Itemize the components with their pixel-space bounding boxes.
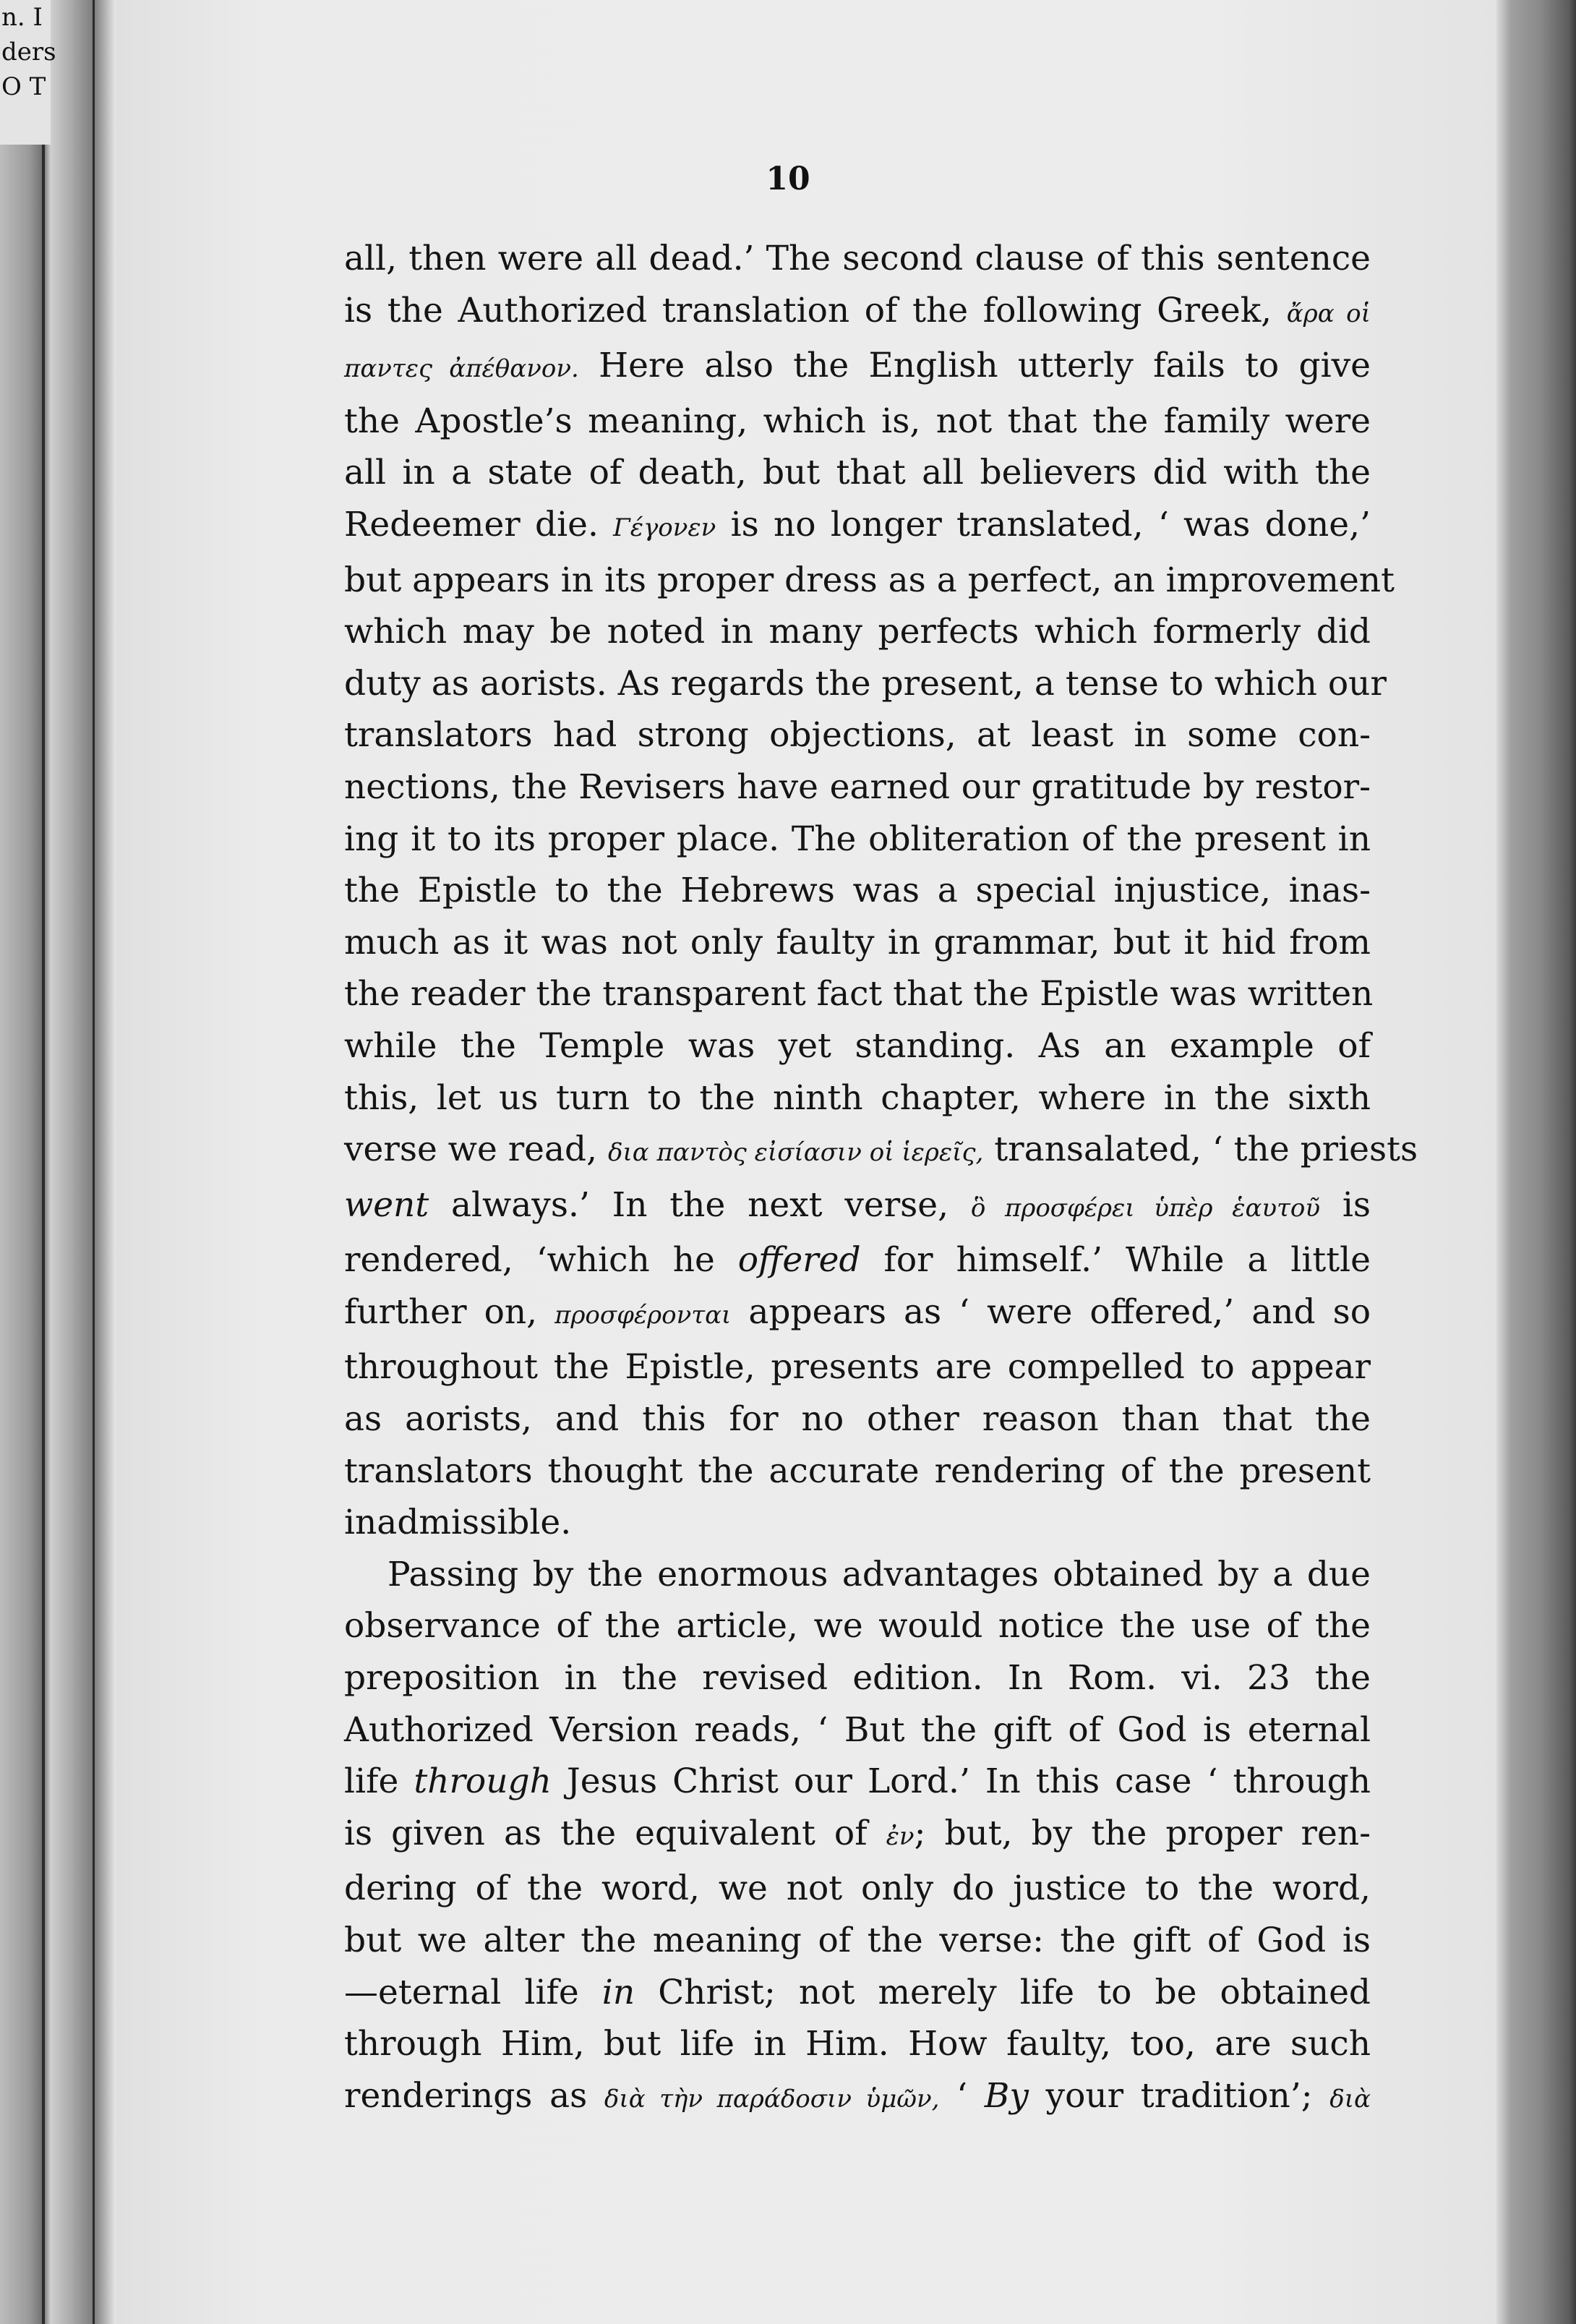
greek-phrase: ἐν <box>886 1821 915 1851</box>
text-line <box>344 396 1371 448</box>
greek-phrase: δια παντὸς εἰσίασιν οἱ ἱερεῖς, <box>607 1138 984 1168</box>
text-line <box>344 1124 1418 1179</box>
text-line <box>344 1808 1371 1863</box>
greek-phrase: παντες ἀπέθανον. <box>344 354 579 384</box>
text-line <box>344 499 1371 555</box>
text-line <box>344 917 1371 969</box>
text-line <box>344 709 1371 761</box>
text-line <box>344 865 1371 917</box>
text-line <box>344 555 1395 607</box>
text-run: Christ; not merely life to be obtained <box>635 1972 1371 2012</box>
text-run: your tradition’; <box>1028 2075 1330 2116</box>
text-line <box>344 1445 1371 1498</box>
fragment-line: O T <box>1 72 46 101</box>
spine-edge-line <box>42 0 45 2324</box>
text-run: observance of the article, we would notice the use of the <box>344 1606 1371 1646</box>
text-run: verse we read, <box>344 1129 608 1170</box>
text-run: inadmissible. <box>344 1503 572 1543</box>
text-run: always.’ In the next verse, <box>429 1184 971 1225</box>
italic-word: By <box>984 2075 1029 2116</box>
text-run: all, then were all dead.’ The second clause of this sentence <box>344 239 1371 278</box>
text-run: is the Authorized translation of the following Greek, <box>344 290 1287 330</box>
greek-phrase: Γέγονεν <box>613 513 716 542</box>
text-run: nections, the Revisers have earned our gratitude by restor- <box>344 766 1371 807</box>
text-line <box>344 285 1371 341</box>
text-run: translators had strong objections, at least in some con- <box>344 715 1371 756</box>
fragment-line: n. I <box>1 3 43 32</box>
text-line <box>344 1756 1371 1808</box>
italic-word: through <box>414 1761 552 1802</box>
text-run: throughout the Epistle, presents are compelled to appear <box>344 1347 1371 1388</box>
text-line <box>344 606 1371 658</box>
page-number: 10 <box>766 161 810 197</box>
greek-phrase: ὃ προσφέρει ὑπὲρ ἑαυτοῦ <box>970 1193 1321 1223</box>
text-run: life <box>344 1761 414 1802</box>
greek-phrase: προσφέρονται <box>554 1300 732 1330</box>
text-run: the Apostle’s meaning, which is, not that the family were <box>344 401 1371 441</box>
text-run: is no longer translated, ‘ was done,’ <box>716 504 1371 544</box>
text-run: ing it to its proper place. The obliteration of the present in <box>344 819 1371 859</box>
fragment-line: ders <box>1 38 56 67</box>
text-line <box>344 1600 1371 1652</box>
text-run: but appears in its proper dress as a perfect, an improvement <box>344 560 1395 600</box>
text-line <box>344 340 1371 396</box>
text-run: duty as aorists. As regards the present, a tense to which our <box>344 663 1387 704</box>
text-run: ; but, by the proper ren- <box>914 1813 1371 1853</box>
text-line <box>344 1863 1371 1915</box>
text-run: Passing by the enormous advantages obtained by a due <box>387 1554 1371 1594</box>
spine-edge-line <box>93 0 95 2324</box>
text-line <box>344 1286 1371 1342</box>
text-run: ‘ <box>939 2075 985 2116</box>
text-run: but we alter the meaning of the verse: the gift of God is <box>344 1921 1371 1960</box>
text-line <box>344 1341 1371 1393</box>
italic-word: went <box>344 1184 429 1225</box>
italic-word: offered <box>737 1240 861 1281</box>
text-line <box>344 1072 1371 1124</box>
text-run: Jesus Christ our Lord.’ In this case ‘ through <box>551 1761 1371 1802</box>
text-run: appears as ‘ were offered,’ and so <box>731 1291 1371 1332</box>
text-run: is given as the equivalent of <box>344 1813 886 1853</box>
paragraph <box>344 1549 1371 2126</box>
text-line <box>344 968 1374 1020</box>
text-run: which may be noted in many perfects which formerly did <box>344 612 1371 652</box>
text-line <box>344 1915 1371 1967</box>
text-line <box>344 1234 1371 1286</box>
text-run: is <box>1320 1184 1371 1225</box>
text-run: —eternal life <box>344 1972 602 2012</box>
text-line <box>344 233 1371 285</box>
greek-phrase: ἄρα οἱ <box>1286 299 1371 328</box>
text-line <box>344 658 1387 710</box>
text-run: much as it was not only faulty in grammar, but it hid from <box>344 922 1371 962</box>
text-run: rendered, ‘which he <box>344 1240 738 1281</box>
text-run: this, let us turn to the ninth chapter, where in the sixth <box>344 1077 1371 1118</box>
text-line <box>344 1497 1371 1549</box>
text-run: further on, <box>344 1291 555 1332</box>
text-run: through Him, but life in Him. How faulty, too, are such <box>344 2024 1371 2064</box>
italic-word: in <box>601 1972 635 2012</box>
text-run: Here also the English utterly fails to give <box>578 346 1371 386</box>
text-line <box>344 1549 1371 1601</box>
text-line <box>344 447 1371 499</box>
text-line <box>344 1020 1371 1072</box>
text-run: dering of the word, we not only do justice to the word, <box>344 1868 1371 1909</box>
greek-phrase: διὰ τὴν παράδοσιν ὑμῶν, <box>604 2084 940 2114</box>
text-run: all in a state of death, but that all believers did with the <box>344 453 1371 493</box>
body-text <box>344 233 1418 2125</box>
previous-page-fragment <box>0 0 56 145</box>
text-line <box>344 761 1371 813</box>
text-line <box>344 1652 1371 1704</box>
text-run: while the Temple was yet standing. As an example of <box>344 1025 1371 1066</box>
text-run: translators thought the accurate rendering of the present <box>344 1451 1371 1491</box>
text-run: for himself.’ While a little <box>860 1240 1371 1281</box>
text-run: the Epistle to the Hebrews was a special injustice, inas- <box>344 871 1371 911</box>
text-run: Authorized Version reads, ‘ But the gift of God is eternal <box>344 1709 1371 1750</box>
text-line <box>344 1967 1371 2019</box>
text-line <box>344 813 1371 866</box>
text-line <box>344 2018 1371 2070</box>
text-line <box>344 1704 1371 1756</box>
book-spine <box>0 0 116 2324</box>
page-right-edge <box>1496 0 1576 2324</box>
text-run: preposition in the revised edition. In Rom. vi. 23 the <box>344 1658 1371 1699</box>
text-line <box>344 2070 1371 2126</box>
paragraph <box>344 233 1418 1549</box>
text-run: the reader the transparent fact that the Epistle was written <box>344 974 1374 1014</box>
text-run: Redeemer die. <box>344 504 614 544</box>
greek-phrase: διὰ <box>1329 2084 1371 2114</box>
text-line <box>344 1179 1371 1235</box>
text-run: renderings as <box>344 2075 604 2116</box>
text-run: as aorists, and this for no other reason than that the <box>344 1399 1371 1440</box>
text-line <box>344 1393 1371 1445</box>
text-run: transalated, ‘ the priests <box>983 1129 1418 1170</box>
